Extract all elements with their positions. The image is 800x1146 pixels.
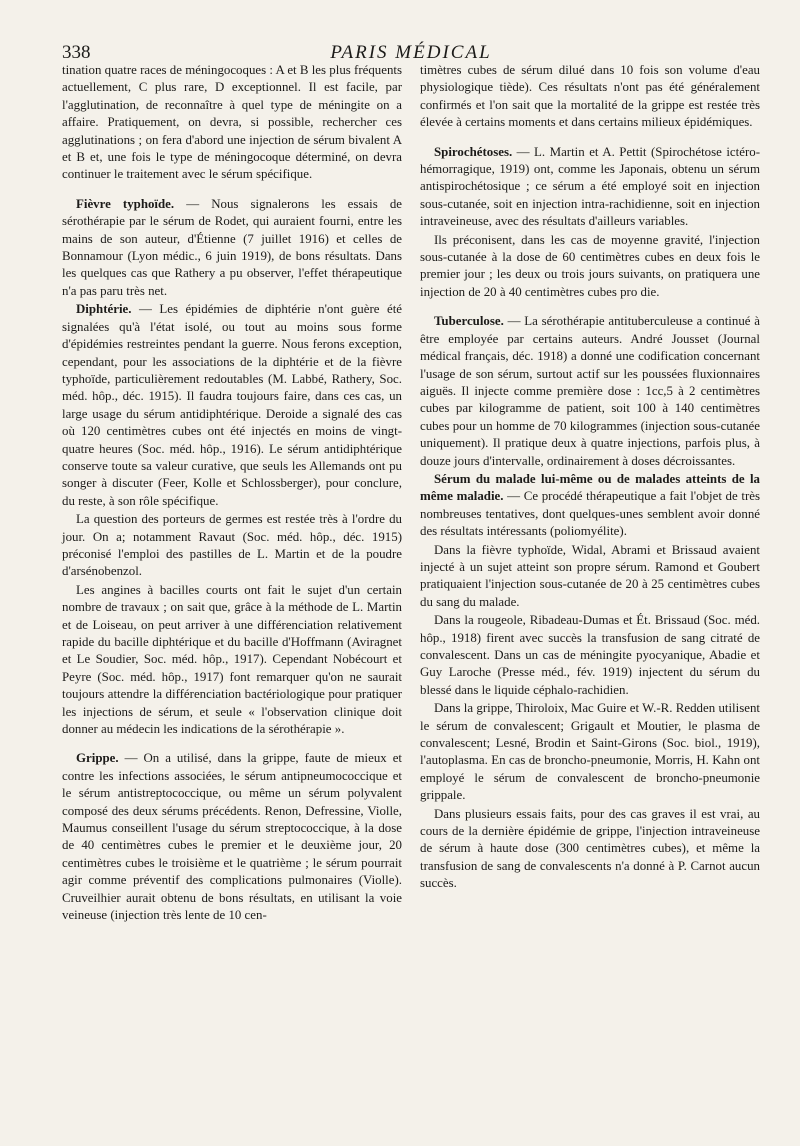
paragraph: Les angines à bacilles courts ont fait le sujet d'un certain nombre de travaux ; on sait que, grâce à la méthode de L. Martin et de Loiseau, on peut arriver à une différenciation relativement rapide du bacille diphtérique et du bacille d'Hoffmann (Aviragnet et Le Soudier, Soc. méd. hôp., 1917). Cependant Nobécourt et Peyre (Soc. méd. hôp., 1917) font remarquer qu'on ne saurait toujours attendre la différenciation bactériologique pour pratiquer les injections de sérum, et seule « l'observation clinique doit donner au médecin les indications de la sérothérapie ». xyxy=(62,582,402,737)
section-heading: Fièvre typhoïde. xyxy=(76,196,175,211)
paragraph: Dans la fièvre typhoïde, Widal, Abrami et Brissaud avaient injecté à un sujet atteint son propre sérum. Ramond et Goubert pratiquaient l'injection sous-cutanée de 20 à 25 centimètres cubes du sang du malade. xyxy=(420,542,760,609)
section-heading: Diphtérie. xyxy=(76,302,132,317)
right-column xyxy=(420,62,760,925)
section-heading: Sérum du malade lui-même ou de malades atteints de la même maladie. xyxy=(420,471,760,504)
paragraph: La question des porteurs de germes est restée très à l'ordre du jour. On a; notamment Ravaut (Soc. méd. hôp., déc. 1915) préconisé l'emploi des pastilles de L. Martin et de la poudre d'arsénobenzol. xyxy=(62,512,402,579)
section-heading: Tuberculose. xyxy=(434,314,504,329)
section-fievre-typhoide: Fièvre typhoïde. — Nous signalerons les essais de sérothérapie par le sérum de Rodet, qui auraient fourni, entre les mains de son auteur, d'Étienne (7 juillet 1916) et celles de Bonnamour (Lyon médic., 6 juin 1919), de bons résultats. Dans les quelques cas que Rathery a pu observer, l'effet thérapeutique n'a pas paru très net. xyxy=(62,196,402,298)
section-tuberculose: Tuberculose. — La sérothérapie antituberculeuse a continué à être employée par certains auteurs. André Jousset (Journal médical français, déc. 1918) a donné une codification concernant l'usage de son sérum, surtout actif sur les poussées fluxionnaires aiguës. Il injecte comme première dose : 1cc,5 à 2 centimètres cubes par kilogramme de patient, soit 100 à 140 centimètres cubes pour un homme de 70 kilogrammes (injection sous-cutanée uniquement). Il pratique deux à quatre injections, parfois plus, à douze jours d'intervalle, ordinairement à doses décroissantes. xyxy=(420,314,760,468)
paragraph: Dans la grippe, Thiroloix, Mac Guire et W.-R. Redden utilisent le sérum de convalescent; Grigault et Moutier, le plasma de convalescent; Lesné, Brodin et Saint-Girons (Soc. biol., 1919), l'autoplasma. En cas de broncho-pneumonie, Morris, H. Kahn ont employé le sérum de convalescent de broncho-pneumonie grippale. xyxy=(420,701,760,803)
page-number: 338 xyxy=(62,42,91,63)
paragraph: timètres cubes de sérum dilué dans 10 fois son volume d'eau physiologique tiède). Ces résultats n'ont pas été généralement confirmés et l'on sait que la mortalité de la grippe est restée très élevée à certains moments et dans certains milieux épidémiques. xyxy=(420,63,760,130)
section-serum-du-malade: Sérum du malade lui-même ou de malades atteints de la même maladie. — Ce procédé thérapeutique a fait l'objet de très nombreuses tentatives, dont quelques-unes semblent avoir donné des résultats intéressants (poliomyélite). xyxy=(420,471,761,539)
page-header xyxy=(62,0,760,62)
section-spirochetoses: Spirochétoses. — L. Martin et A. Pettit (Spirochétose ictéro-hémorragique, 1919) ont, comme les Japonais, obtenu un sérum antispirochétosique ; ce sérum a été employé soit en injection sous-cutanée, soit en injection intra-rachidienne, soit en injection intraveineuse, avec des résultats d'ailleurs variables. xyxy=(420,144,760,229)
left-column xyxy=(62,62,402,925)
paragraph: tination quatre races de méningocoques : A et B les plus fréquents actuellement, C plus rare, D exceptionnel. Il est facile, par l'agglutination, de reconnaître à quel type de méningite on a affaire. Pratiquement, on devra, si possible, rechercher ces agglutinations ; on fera d'abord une injection de sérum bivalent A et B et, une fois le type de méningocoque déterminé, on devra continuer le traitement avec le sérum spécifique. xyxy=(62,63,402,182)
paragraph: Dans la rougeole, Ribadeau-Dumas et Ét. Brissaud (Soc. méd. hôp., 1918) firent avec succès la transfusion de sang citraté de convalescent. Dans un cas de méningite pyocyanique, Abadie et Guy Laroche (Presse méd., fév. 1919) injectent du sérum du blessé dans le liquide céphalo-rachidien. xyxy=(420,613,760,697)
section-grippe: Grippe. — On a utilisé, dans la grippe, faute de mieux et contre les infections associées, le sérum antipneumococcique et le sérum antistreptococcique, ou même un sérum polyvalent composé des deux sérums précédents. Renon, Defressine, Violle, Maumus conseillent l'usage du sérum streptococcique, à la dose de 40 centimètres cubes le premier et le deuxième jour, 20 centimètres cubes le troisième et le quatrième ; le sérum pourrait agir comme préventif des complications pulmonaires (Violle). Cruveilhier aurait obtenu de bons résultats, en utilisant la voie veineuse (injection très lente de 10 cen- xyxy=(62,751,402,923)
article-body xyxy=(62,62,760,925)
paragraph: Dans plusieurs essais faits, pour des cas graves il est vrai, au cours de la dernière épidémie de grippe, l'injection intraveineuse de sérum à haute dose (300 centimètres cubes), et même la transfusion de sang de convalescents n'a donné à P. Carnot aucun succès. xyxy=(420,806,760,891)
running-title: PARIS MÉDICAL xyxy=(330,42,492,63)
paragraph: Ils préconisent, dans les cas de moyenne gravité, l'injection sous-cutanée à la dose de 60 centimètres cubes en deux fois le premier jour ; les deux ou trois jours suivants, on pratiquera une injection de 20 à 40 centimètres cubes pro die. xyxy=(420,232,760,299)
section-diphterie: Diphtérie. — Les épidémies de diphtérie n'ont guère été signalées qu'à l'état isolé, ou tout au moins sous forme d'épidémies restreintes pendant la guerre. Nous ferons exception, cependant, pour les associations de la diphtérie et de la fièvre typhoïde, particulièrement redoutables (M. Labbé, Rathery, Soc. méd. hôp., déc. 1915). Il faudra toujours faire, dans ces cas, un large usage du sérum antidiphtérique. Deroide a signalé des cas où 120 centimètres cubes ont été injectés en moins de vingt-quatre heures (Soc. méd. hôp., 1916). Le sérum antidiphtérique conserve toute sa valeur curative, que seuls les Allemands ont pu songer à discuter (Feer, Kolle et Schlossberger), pour conclure, du reste, à son rôle spécifique. xyxy=(62,302,402,508)
section-heading: Spirochétoses. xyxy=(434,144,513,159)
section-heading: Grippe. xyxy=(76,751,119,766)
